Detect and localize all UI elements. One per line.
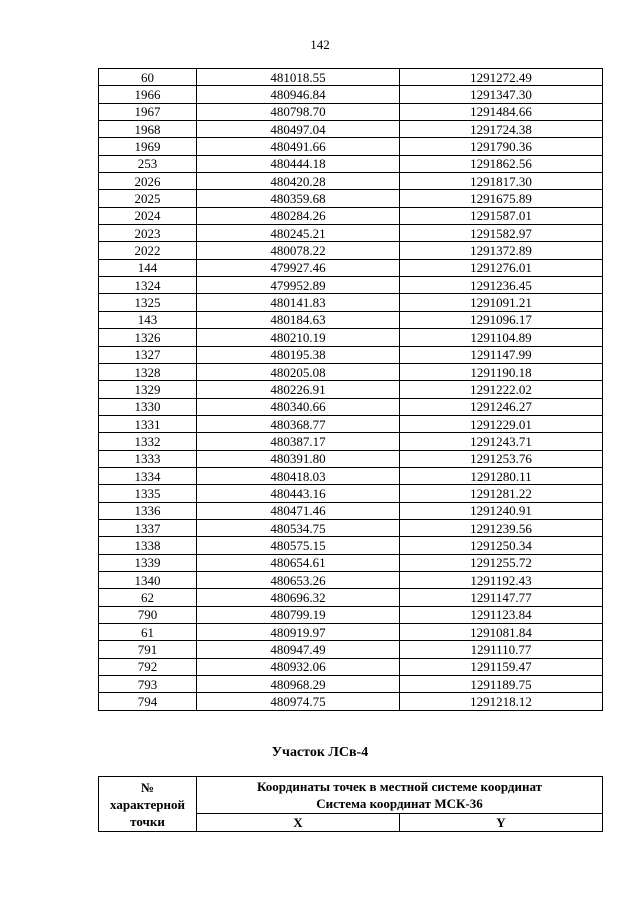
- y-coordinate-cell: 1291817.30: [400, 173, 603, 190]
- table-row: [99, 485, 603, 502]
- point-number-cell: 1326: [99, 329, 197, 346]
- y-coordinate-cell: 1291190.18: [400, 363, 603, 380]
- y-coordinate-cell: 1291281.22: [400, 485, 603, 502]
- y-coordinate-cell: 1291189.75: [400, 676, 603, 693]
- table-row: [99, 606, 603, 623]
- table-row: [99, 277, 603, 294]
- table-row: [99, 311, 603, 328]
- point-number-cell: 1325: [99, 294, 197, 311]
- point-number-cell: 1328: [99, 363, 197, 380]
- point-number-header: [99, 777, 197, 832]
- coordinates-table: [98, 68, 603, 711]
- y-coordinate-cell: 1291582.97: [400, 225, 603, 242]
- x-coordinate-cell: 480359.68: [197, 190, 400, 207]
- table-row: [99, 450, 603, 467]
- table-row: [99, 676, 603, 693]
- y-coordinate-cell: 1291790.36: [400, 138, 603, 155]
- point-number-cell: 1333: [99, 450, 197, 467]
- table-row: [99, 537, 603, 554]
- table-row: [99, 329, 603, 346]
- table-row: [99, 190, 603, 207]
- table-row: [99, 294, 603, 311]
- table-row: [99, 86, 603, 103]
- table-row: [99, 259, 603, 276]
- y-coordinate-cell: 1291222.02: [400, 381, 603, 398]
- point-number-cell: 791: [99, 641, 197, 658]
- y-coordinate-cell: 1291104.89: [400, 329, 603, 346]
- point-number-cell: 1334: [99, 467, 197, 484]
- point-number-cell: 1968: [99, 121, 197, 138]
- table-row: [99, 121, 603, 138]
- next-section-table-header: [98, 776, 603, 832]
- table-row: [99, 693, 603, 710]
- coordinates-header-line2: Система координат МСК-36: [316, 796, 483, 811]
- x-coordinate-cell: 480387.17: [197, 433, 400, 450]
- point-number-cell: 1335: [99, 485, 197, 502]
- x-coordinate-cell: 480497.04: [197, 121, 400, 138]
- table-row: [99, 433, 603, 450]
- table-row: [99, 589, 603, 606]
- table-row: [99, 69, 603, 86]
- x-coordinate-cell: 480799.19: [197, 606, 400, 623]
- point-number-cell: 1327: [99, 346, 197, 363]
- x-coordinate-cell: 480974.75: [197, 693, 400, 710]
- y-coordinate-cell: 1291147.99: [400, 346, 603, 363]
- y-column-header: Y: [400, 814, 603, 832]
- point-number-cell: 1332: [99, 433, 197, 450]
- x-coordinate-cell: 479952.89: [197, 277, 400, 294]
- y-coordinate-cell: 1291243.71: [400, 433, 603, 450]
- table-row: [99, 624, 603, 641]
- point-number-cell: 1969: [99, 138, 197, 155]
- y-coordinate-cell: 1291236.45: [400, 277, 603, 294]
- section-title: Участок ЛСв-4: [271, 745, 369, 760]
- page-number: 142: [310, 37, 330, 52]
- coordinates-header: [197, 777, 603, 814]
- y-coordinate-cell: 1291123.84: [400, 606, 603, 623]
- y-coordinate-cell: 1291081.84: [400, 624, 603, 641]
- y-coordinate-cell: 1291147.77: [400, 589, 603, 606]
- point-number-cell: 1966: [99, 86, 197, 103]
- y-coordinate-cell: 1291587.01: [400, 207, 603, 224]
- table-row: [99, 502, 603, 519]
- x-coordinate-cell: 480245.21: [197, 225, 400, 242]
- y-coordinate-cell: 1291272.49: [400, 69, 603, 86]
- coordinates-header-line1: Координаты точек в местной системе координат: [256, 779, 543, 794]
- point-number-header-line3: точки: [130, 813, 165, 829]
- y-coordinate-cell: 1291280.11: [400, 467, 603, 484]
- x-coordinate-cell: 480418.03: [197, 467, 400, 484]
- x-coordinate-cell: 481018.55: [197, 69, 400, 86]
- table-row: [99, 554, 603, 571]
- x-coordinate-cell: 480653.26: [197, 571, 400, 588]
- point-number-cell: 2025: [99, 190, 197, 207]
- x-coordinate-cell: 480534.75: [197, 519, 400, 536]
- x-coordinate-cell: 480420.28: [197, 173, 400, 190]
- table-row: [99, 381, 603, 398]
- y-coordinate-cell: 1291724.38: [400, 121, 603, 138]
- y-coordinate-cell: 1291218.12: [400, 693, 603, 710]
- x-coordinate-cell: 480919.97: [197, 624, 400, 641]
- point-number-cell: 1339: [99, 554, 197, 571]
- point-number-cell: 1337: [99, 519, 197, 536]
- point-number-cell: 253: [99, 155, 197, 172]
- table-row: [99, 363, 603, 380]
- point-number-cell: 144: [99, 259, 197, 276]
- table-row: [99, 571, 603, 588]
- point-number-cell: 1340: [99, 571, 197, 588]
- point-number-cell: 2024: [99, 207, 197, 224]
- point-number-header-line2: характерной: [110, 796, 185, 812]
- x-coordinate-cell: 480205.08: [197, 363, 400, 380]
- y-coordinate-cell: 1291096.17: [400, 311, 603, 328]
- x-coordinate-cell: 480471.46: [197, 502, 400, 519]
- table-row: [99, 173, 603, 190]
- y-coordinate-cell: 1291372.89: [400, 242, 603, 259]
- point-number-cell: 792: [99, 658, 197, 675]
- table-row: [99, 415, 603, 432]
- y-coordinate-cell: 1291484.66: [400, 103, 603, 120]
- table-row: [99, 346, 603, 363]
- x-coordinate-cell: 480968.29: [197, 676, 400, 693]
- table-row: [99, 225, 603, 242]
- y-coordinate-cell: 1291675.89: [400, 190, 603, 207]
- y-coordinate-cell: 1291250.34: [400, 537, 603, 554]
- table-row: [99, 641, 603, 658]
- y-coordinate-cell: 1291276.01: [400, 259, 603, 276]
- x-coordinate-cell: 480947.49: [197, 641, 400, 658]
- y-coordinate-cell: 1291091.21: [400, 294, 603, 311]
- point-number-cell: 61: [99, 624, 197, 641]
- table-row: [99, 207, 603, 224]
- x-coordinate-cell: 480284.26: [197, 207, 400, 224]
- y-coordinate-cell: 1291255.72: [400, 554, 603, 571]
- x-coordinate-cell: 480654.61: [197, 554, 400, 571]
- point-number-cell: 1338: [99, 537, 197, 554]
- y-coordinate-cell: 1291862.56: [400, 155, 603, 172]
- y-coordinate-cell: 1291246.27: [400, 398, 603, 415]
- x-coordinate-cell: 480798.70: [197, 103, 400, 120]
- point-number-cell: 62: [99, 589, 197, 606]
- x-column-header: X: [197, 814, 400, 832]
- point-number-cell: 794: [99, 693, 197, 710]
- y-coordinate-cell: 1291159.47: [400, 658, 603, 675]
- point-number-cell: 1329: [99, 381, 197, 398]
- x-coordinate-cell: 480195.38: [197, 346, 400, 363]
- x-coordinate-cell: 480184.63: [197, 311, 400, 328]
- table-row: [99, 467, 603, 484]
- x-coordinate-cell: 480946.84: [197, 86, 400, 103]
- y-coordinate-cell: 1291192.43: [400, 571, 603, 588]
- x-coordinate-cell: 480932.06: [197, 658, 400, 675]
- table-row: [99, 103, 603, 120]
- point-number-cell: 1336: [99, 502, 197, 519]
- x-coordinate-cell: 480078.22: [197, 242, 400, 259]
- y-coordinate-cell: 1291239.56: [400, 519, 603, 536]
- x-coordinate-cell: 480444.18: [197, 155, 400, 172]
- point-number-header-line1: №: [140, 779, 155, 795]
- point-number-cell: 143: [99, 311, 197, 328]
- point-number-cell: 790: [99, 606, 197, 623]
- coordinates-table-body: [99, 69, 603, 711]
- point-number-cell: 2023: [99, 225, 197, 242]
- table-row: [99, 138, 603, 155]
- x-coordinate-cell: 480210.19: [197, 329, 400, 346]
- x-coordinate-cell: 480368.77: [197, 415, 400, 432]
- point-number-cell: 60: [99, 69, 197, 86]
- table-row: [99, 155, 603, 172]
- x-coordinate-cell: 480226.91: [197, 381, 400, 398]
- y-coordinate-cell: 1291347.30: [400, 86, 603, 103]
- x-coordinate-cell: 480575.15: [197, 537, 400, 554]
- table-row: [99, 242, 603, 259]
- x-coordinate-cell: 480391.80: [197, 450, 400, 467]
- x-coordinate-cell: 480340.66: [197, 398, 400, 415]
- point-number-cell: 1967: [99, 103, 197, 120]
- x-coordinate-cell: 479927.46: [197, 259, 400, 276]
- y-coordinate-cell: 1291229.01: [400, 415, 603, 432]
- x-coordinate-cell: 480141.83: [197, 294, 400, 311]
- point-number-cell: 1324: [99, 277, 197, 294]
- table-row: [99, 519, 603, 536]
- y-coordinate-cell: 1291253.76: [400, 450, 603, 467]
- x-coordinate-cell: 480696.32: [197, 589, 400, 606]
- x-coordinate-cell: 480491.66: [197, 138, 400, 155]
- point-number-cell: 1331: [99, 415, 197, 432]
- table-row: [99, 398, 603, 415]
- y-coordinate-cell: 1291110.77: [400, 641, 603, 658]
- point-number-cell: 2026: [99, 173, 197, 190]
- y-coordinate-cell: 1291240.91: [400, 502, 603, 519]
- point-number-cell: 793: [99, 676, 197, 693]
- x-coordinate-cell: 480443.16: [197, 485, 400, 502]
- table-row: [99, 658, 603, 675]
- point-number-cell: 2022: [99, 242, 197, 259]
- point-number-cell: 1330: [99, 398, 197, 415]
